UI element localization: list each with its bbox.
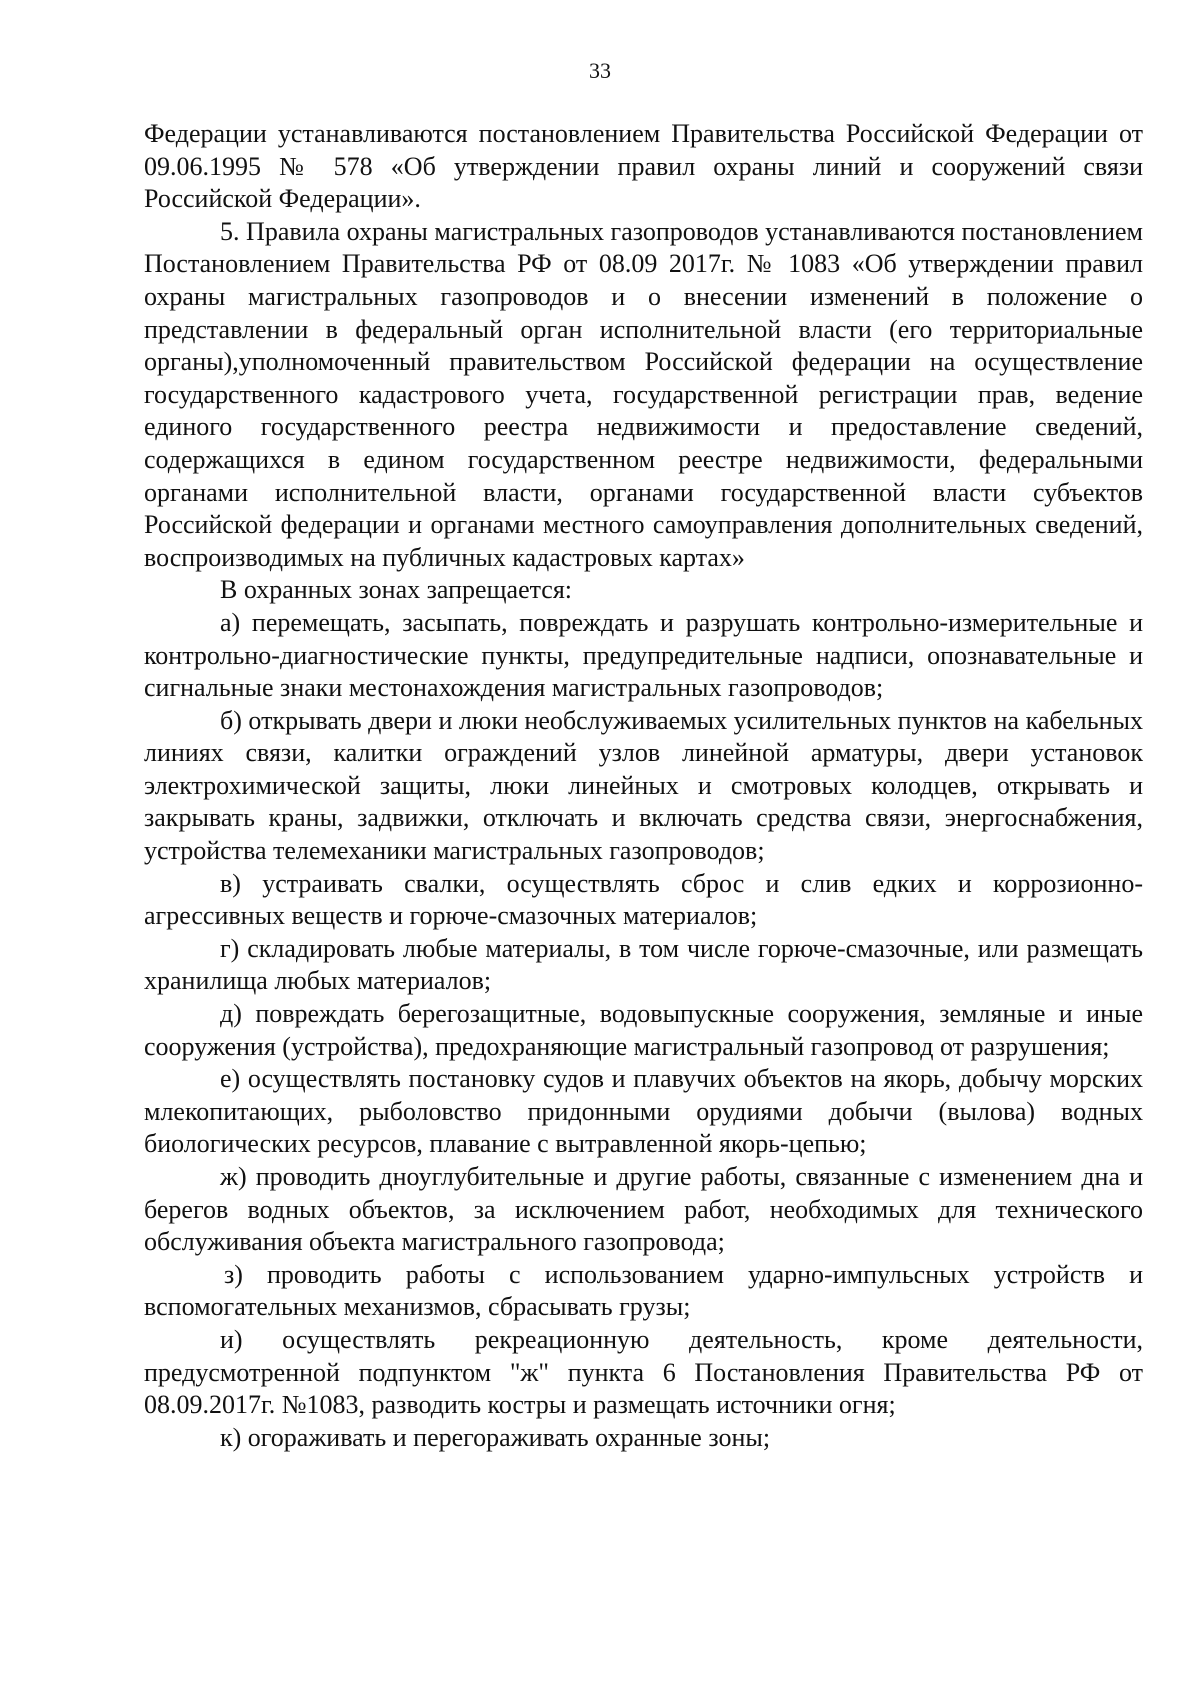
paragraph-item-5: 5. Правила охраны магистральных газопроводов устанавливаются постановлением Постановлением Правительства РФ от 08.09 2017г. № 1083 «Об утверждении правил охраны магистральных газопроводов и о внесении изменений в положение о представлении в федеральный орган исполнительной власти (его территориальные органы),уполномоченный правительством Российской федерации на осуществление государственного кадастрового учета, государственной регистрации прав, ведение единого государственного реестра недвижимости и предоставление сведений, содержащихся в едином государственном реестре недвижимости, федеральными органами исполнительной власти, органами государственной власти субъектов Российской федерации и органами местного самоуправления дополнительных сведений, воспроизводимых на публичных кадастровых картах»: [144, 216, 1143, 572]
list-item-z: з) проводить работы с использованием ударно-импульсных устройств и вспомогательных механизмов, сбрасывать грузы;: [144, 1259, 1143, 1322]
list-item-i: и) осуществлять рекреационную деятельность, кроме деятельности, предусмотренной подпунктом "ж" пункта 6 Постановления Правительства РФ от 08.09.2017г. №1083, разводить костры и размещать источники огня;: [144, 1324, 1143, 1420]
list-item-v: в) устраивать свалки, осуществлять сброс и слив едких и коррозионно-агрессивных веществ и горюче-смазочных материалов;: [144, 868, 1143, 931]
list-item-e: е) осуществлять постановку судов и плавучих объектов на якорь, добычу морских млекопитающих, рыболовство придонными орудиями добычи (вылова) водных биологических ресурсов, плавание с вытравленной якорь-цепью;: [144, 1064, 1143, 1159]
paragraph-continuation: Федерации устанавливаются постановлением Правительства Российской Федерации от 09.06.1995 № 578 «Об утверждении правил охраны линий и сооружений связи Российской Федерации».: [144, 119, 1143, 214]
document-body: [144, 118, 1143, 1454]
paragraph-prohibitions-heading: В охранных зонах запрещается:: [220, 575, 573, 605]
list-item-k: к) огораживать и перегораживать охранные зоны;: [220, 1422, 771, 1452]
list-item-a: а) перемещать, засыпать, повреждать и разрушать контрольно-измерительные и контрольно-диагностические пункты, предупредительные надписи, опознавательные и сигнальные знаки местонахождения магистральных газопроводов;: [144, 607, 1143, 703]
list-item-g: г) складировать любые материалы, в том числе горюче-смазочные, или размещать хранилища любых материалов;: [144, 933, 1143, 996]
list-item-b: б) открывать двери и люки необслуживаемых усилительных пунктов на кабельных линиях связи, калитки ограждений узлов линейной арматуры, двери установок электрохимической защиты, люки линейных и смотровых колодцев, открывать и закрывать краны, задвижки, отключать и включать средства связи, энергоснабжения, устройства телемеханики магистральных газопроводов;: [144, 705, 1143, 866]
list-item-zh: ж) проводить дноуглубительные и другие работы, связанные с изменением дна и берегов водных объектов, за исключением работ, необходимых для технического обслуживания объекта магистрального газопровода;: [144, 1162, 1143, 1257]
list-item-d: д) повреждать берегозащитные, водовыпускные сооружения, земляные и иные сооружения (устройства), предохраняющие магистральный газопровод от разрушения;: [144, 999, 1143, 1061]
page-number: 33: [589, 58, 611, 83]
